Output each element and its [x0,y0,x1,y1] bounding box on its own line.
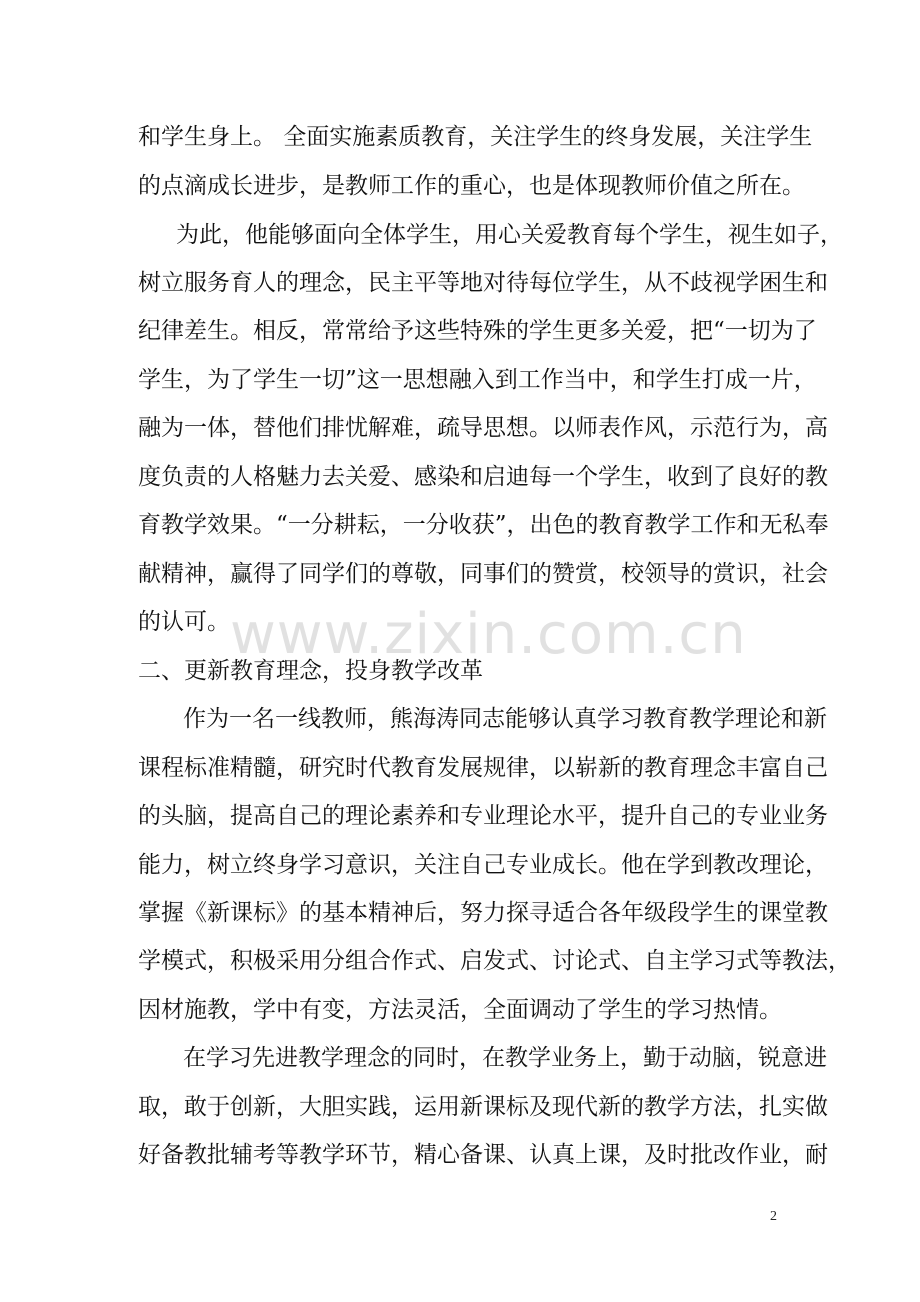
section-heading: 二、更新教育理念，投身教学改革 [138,658,483,684]
body-text-line: 的点滴成长进步，是教师工作的重心，也是体现教师价值之所在。 [138,173,805,199]
body-text-line: 学模式，积极采用分组合作式、启发式、讨论式、自主学习式等教法， [138,948,851,974]
watermark: www.zixin.com.cn [230,602,747,667]
paragraph-first-line: 为此，他能够面向全体学生，用心关爱教育每个学生，视生如子， [176,222,843,248]
body-text-line: 掌握《新课标》的基本精神后，努力探寻适合各年级段学生的课堂教 [138,900,828,926]
paragraph-first-line: 作为一名一线教师，熊海涛同志能够认真学习教育教学理论和新 [183,706,827,732]
body-text-line: 取，敢于创新，大胆实践，运用新课标及现代新的教学方法，扎实做 [138,1094,828,1120]
body-text-line: 的头脑，提高自己的理论素养和专业理论水平，提升自己的专业业务 [138,803,828,829]
body-text-line: 的认可。 [138,609,230,635]
paragraph-first-line: 在学习先进教学理念的同时，在教学业务上，勤于动脑，锐意进 [183,1045,827,1071]
body-text-line: 能力，树立终身学习意识，关注自己专业成长。他在学到教改理论， [138,852,828,878]
body-text-line: 育教学效果。“一分耕耘，一分收获”，出色的教育教学工作和无私奉 [138,512,829,538]
body-text-line: 树立服务育人的理念，民主平等地对待每位学生，从不歧视学困生和 [138,270,828,296]
body-text-line: 和学生身上。 全面实施素质教育，关注学生的终身发展，关注学生 [138,124,813,150]
body-text-line: 好备教批辅考等教学环节，精心备课、认真上课，及时批改作业，耐 [138,1142,828,1168]
body-text-line: 度负责的人格魅力去关爱、感染和启迪每一个学生，收到了良好的教 [138,464,828,490]
body-text-line: 融为一体，替他们排忧解难，疏导思想。以师表作风，示范行为，高 [138,415,828,441]
body-text-line: 纪律差生。相反，常常给予这些特殊的学生更多关爱，把“一切为了 [138,318,817,344]
body-text-line: 学生，为了学生一切”这一思想融入到工作当中，和学生打成一片， [138,367,817,393]
page-number: 2 [770,1209,777,1224]
body-text-line: 课程标准精髓，研究时代教育发展规律，以崭新的教育理念丰富自己 [138,755,828,781]
body-text-line: 因材施教，学中有变，方法灵活，全面调动了学生的学习热情。 [138,997,782,1023]
body-text-line: 献精神，赢得了同学们的尊敬，同事们的赞赏，校领导的赏识，社会 [138,561,828,587]
